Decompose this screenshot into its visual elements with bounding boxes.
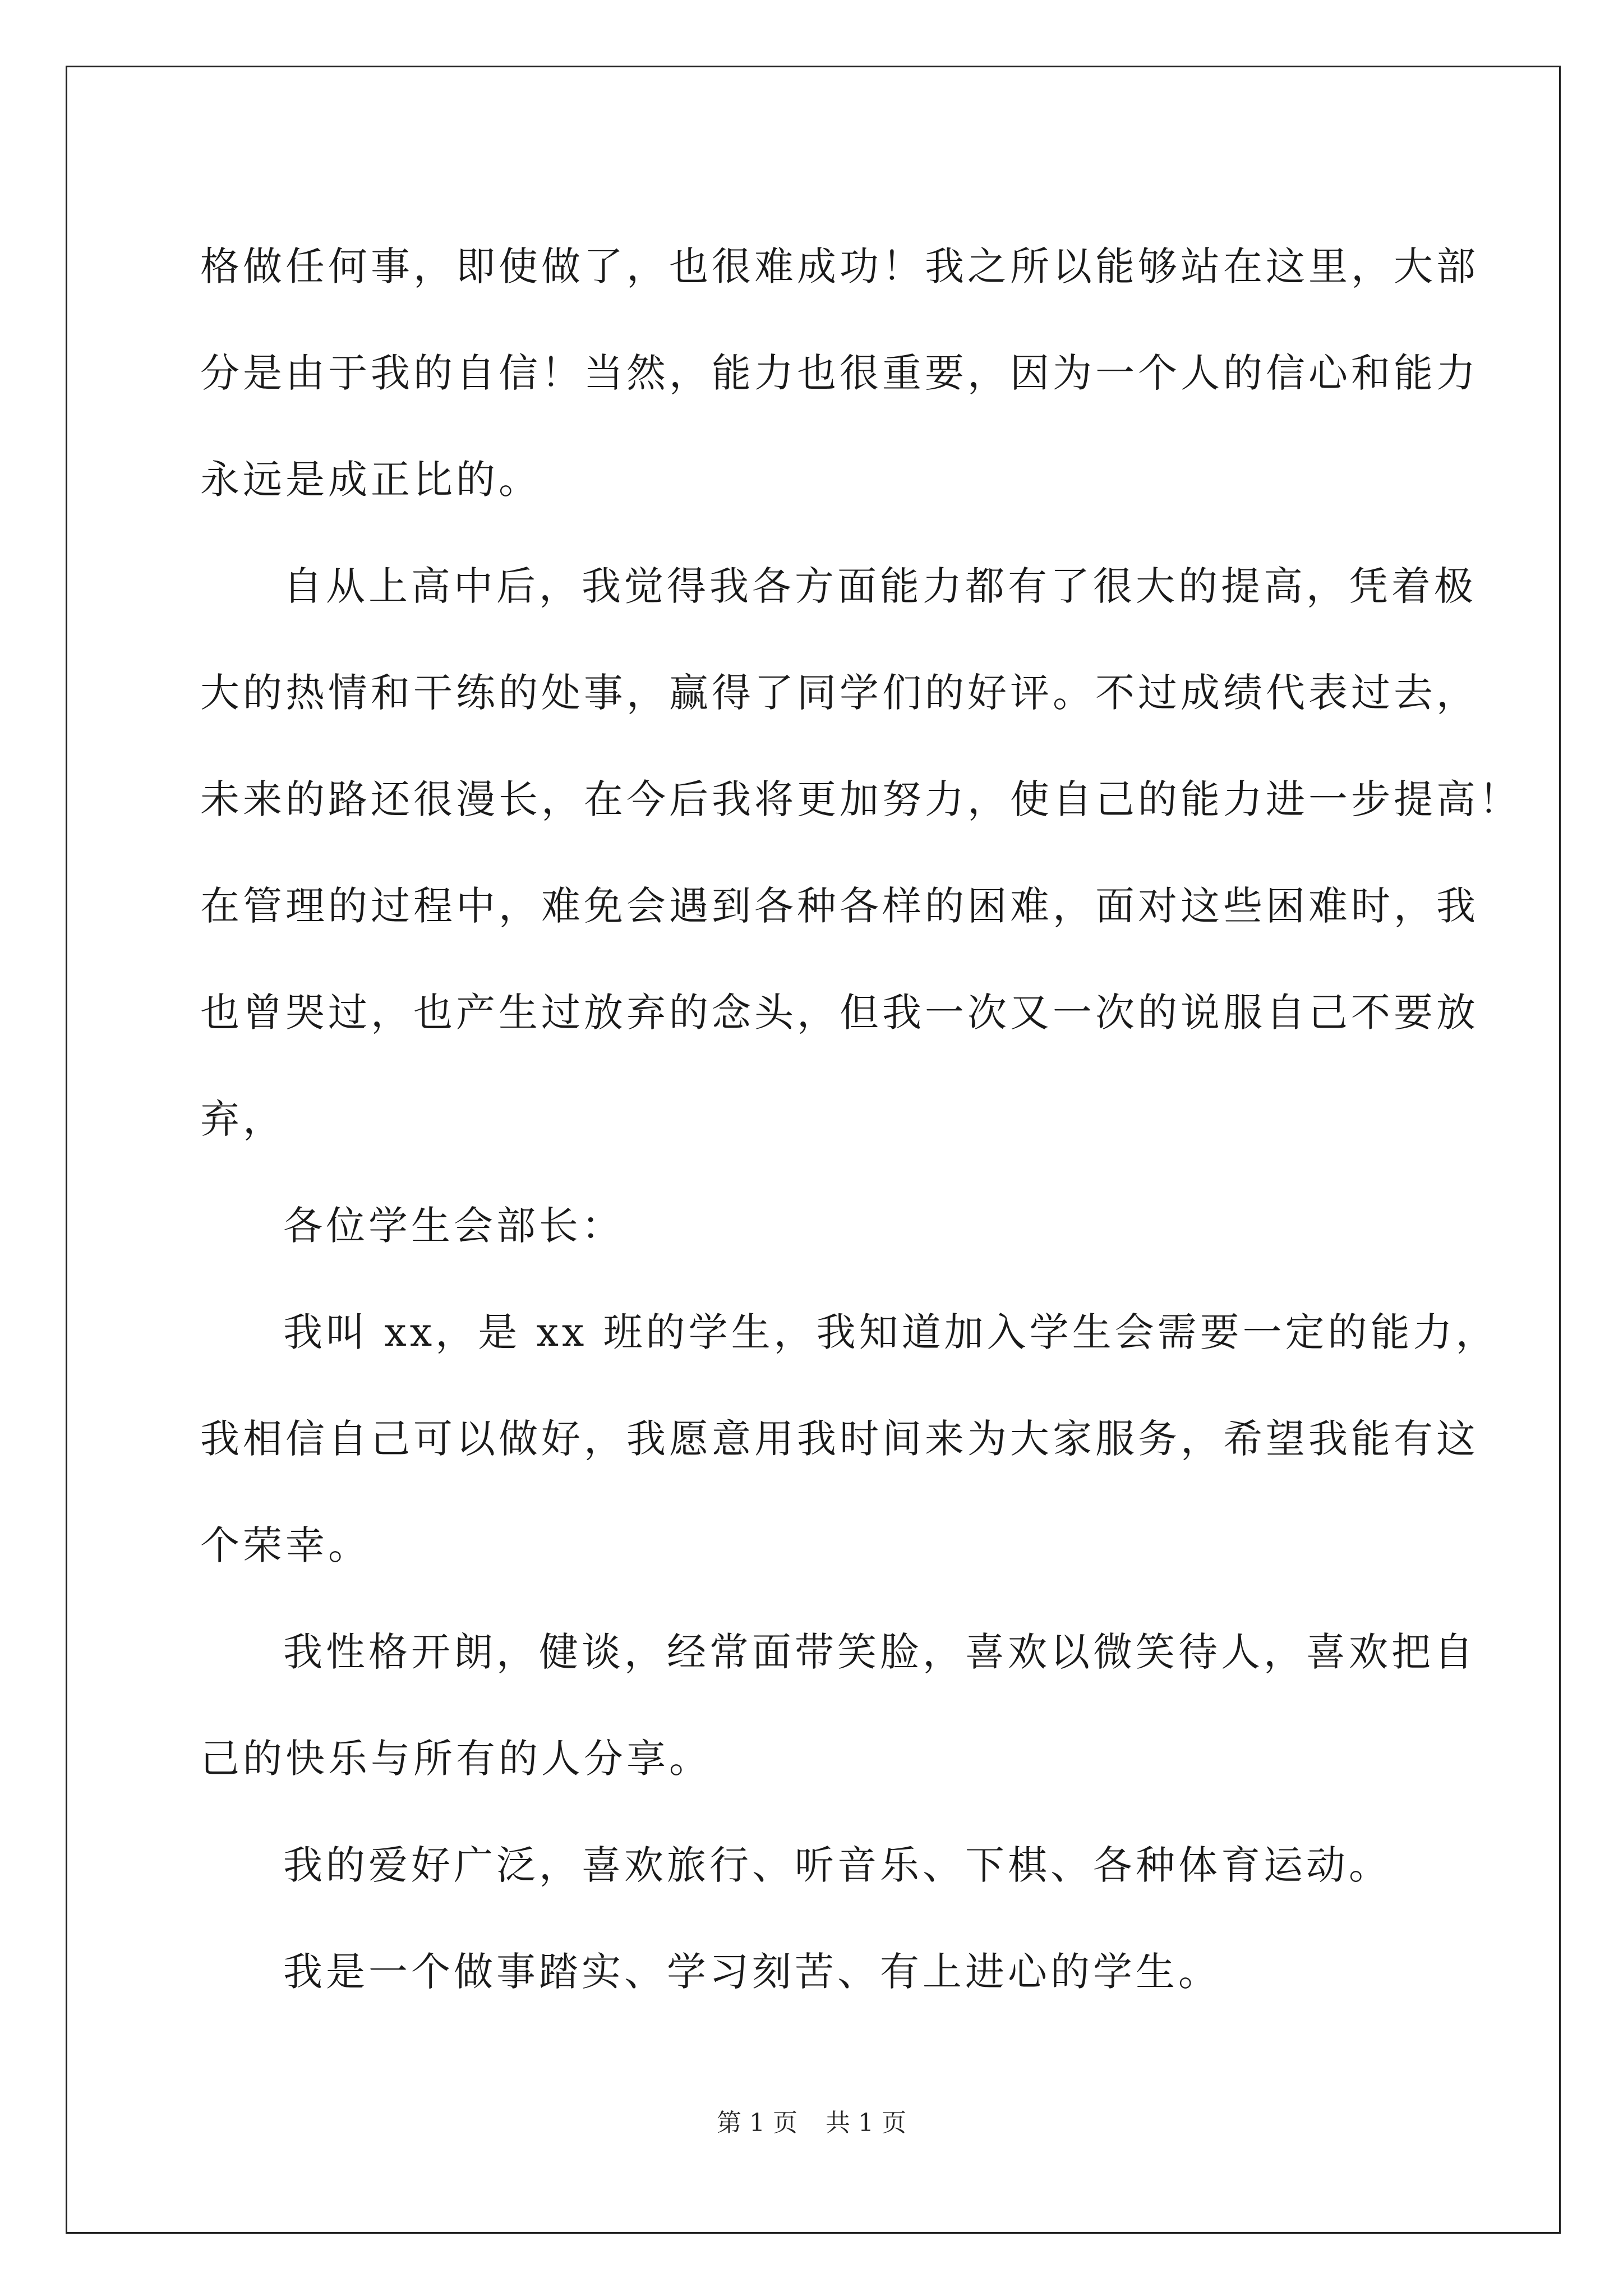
text-line: 我相信自己可以做好，我愿意用我时间来为大家服务，希望我能有这 (200, 1416, 1479, 1462)
text-line: 分是由于我的自信！当然，能力也很重要，因为一个人的信心和能力 (200, 350, 1479, 396)
text-line: 个荣幸。 (200, 1522, 371, 1568)
text-line: 自从上高中后，我觉得我各方面能力都有了很大的提高，凭着极 (283, 563, 1477, 609)
text-line: 永远是成正比的。 (200, 457, 541, 503)
text-line: 我叫 xx，是 xx 班的学生，我知道加入学生会需要一定的能力， (283, 1309, 1498, 1355)
text-line: 格做任何事，即使做了，也很难成功！我之所以能够站在这里，大部 (200, 243, 1479, 289)
text-line: 我是一个做事踏实、学习刻苦、有上进心的学生。 (283, 1949, 1221, 1995)
text-line: 我的爱好广泛，喜欢旅行、听音乐、下棋、各种体育运动。 (283, 1842, 1391, 1888)
page-number-current: 第 1 页 (717, 2109, 797, 2137)
document-body (200, 213, 1521, 2025)
text-line: 未来的路还很漫长，在今后我将更加努力，使自己的能力进一步提高！ (200, 776, 1521, 822)
text-line: 各位学生会部长： (283, 1203, 624, 1249)
text-line: 我性格开朗，健谈，经常面带笑脸，喜欢以微笑待人，喜欢把自 (283, 1629, 1477, 1675)
text-line: 弃， (200, 1096, 285, 1142)
page-number-total: 共 1 页 (826, 2109, 906, 2137)
text-line: 也曾哭过，也产生过放弃的念头，但我一次又一次的说服自己不要放 (200, 990, 1479, 1036)
page-footer (0, 2106, 1623, 2140)
text-line: 大的热情和干练的处事，赢得了同学们的好评。不过成绩代表过去， (200, 670, 1479, 716)
text-line: 在管理的过程中，难免会遇到各种各样的困难，面对这些困难时，我 (200, 883, 1479, 929)
text-line: 己的快乐与所有的人分享。 (200, 1736, 712, 1782)
